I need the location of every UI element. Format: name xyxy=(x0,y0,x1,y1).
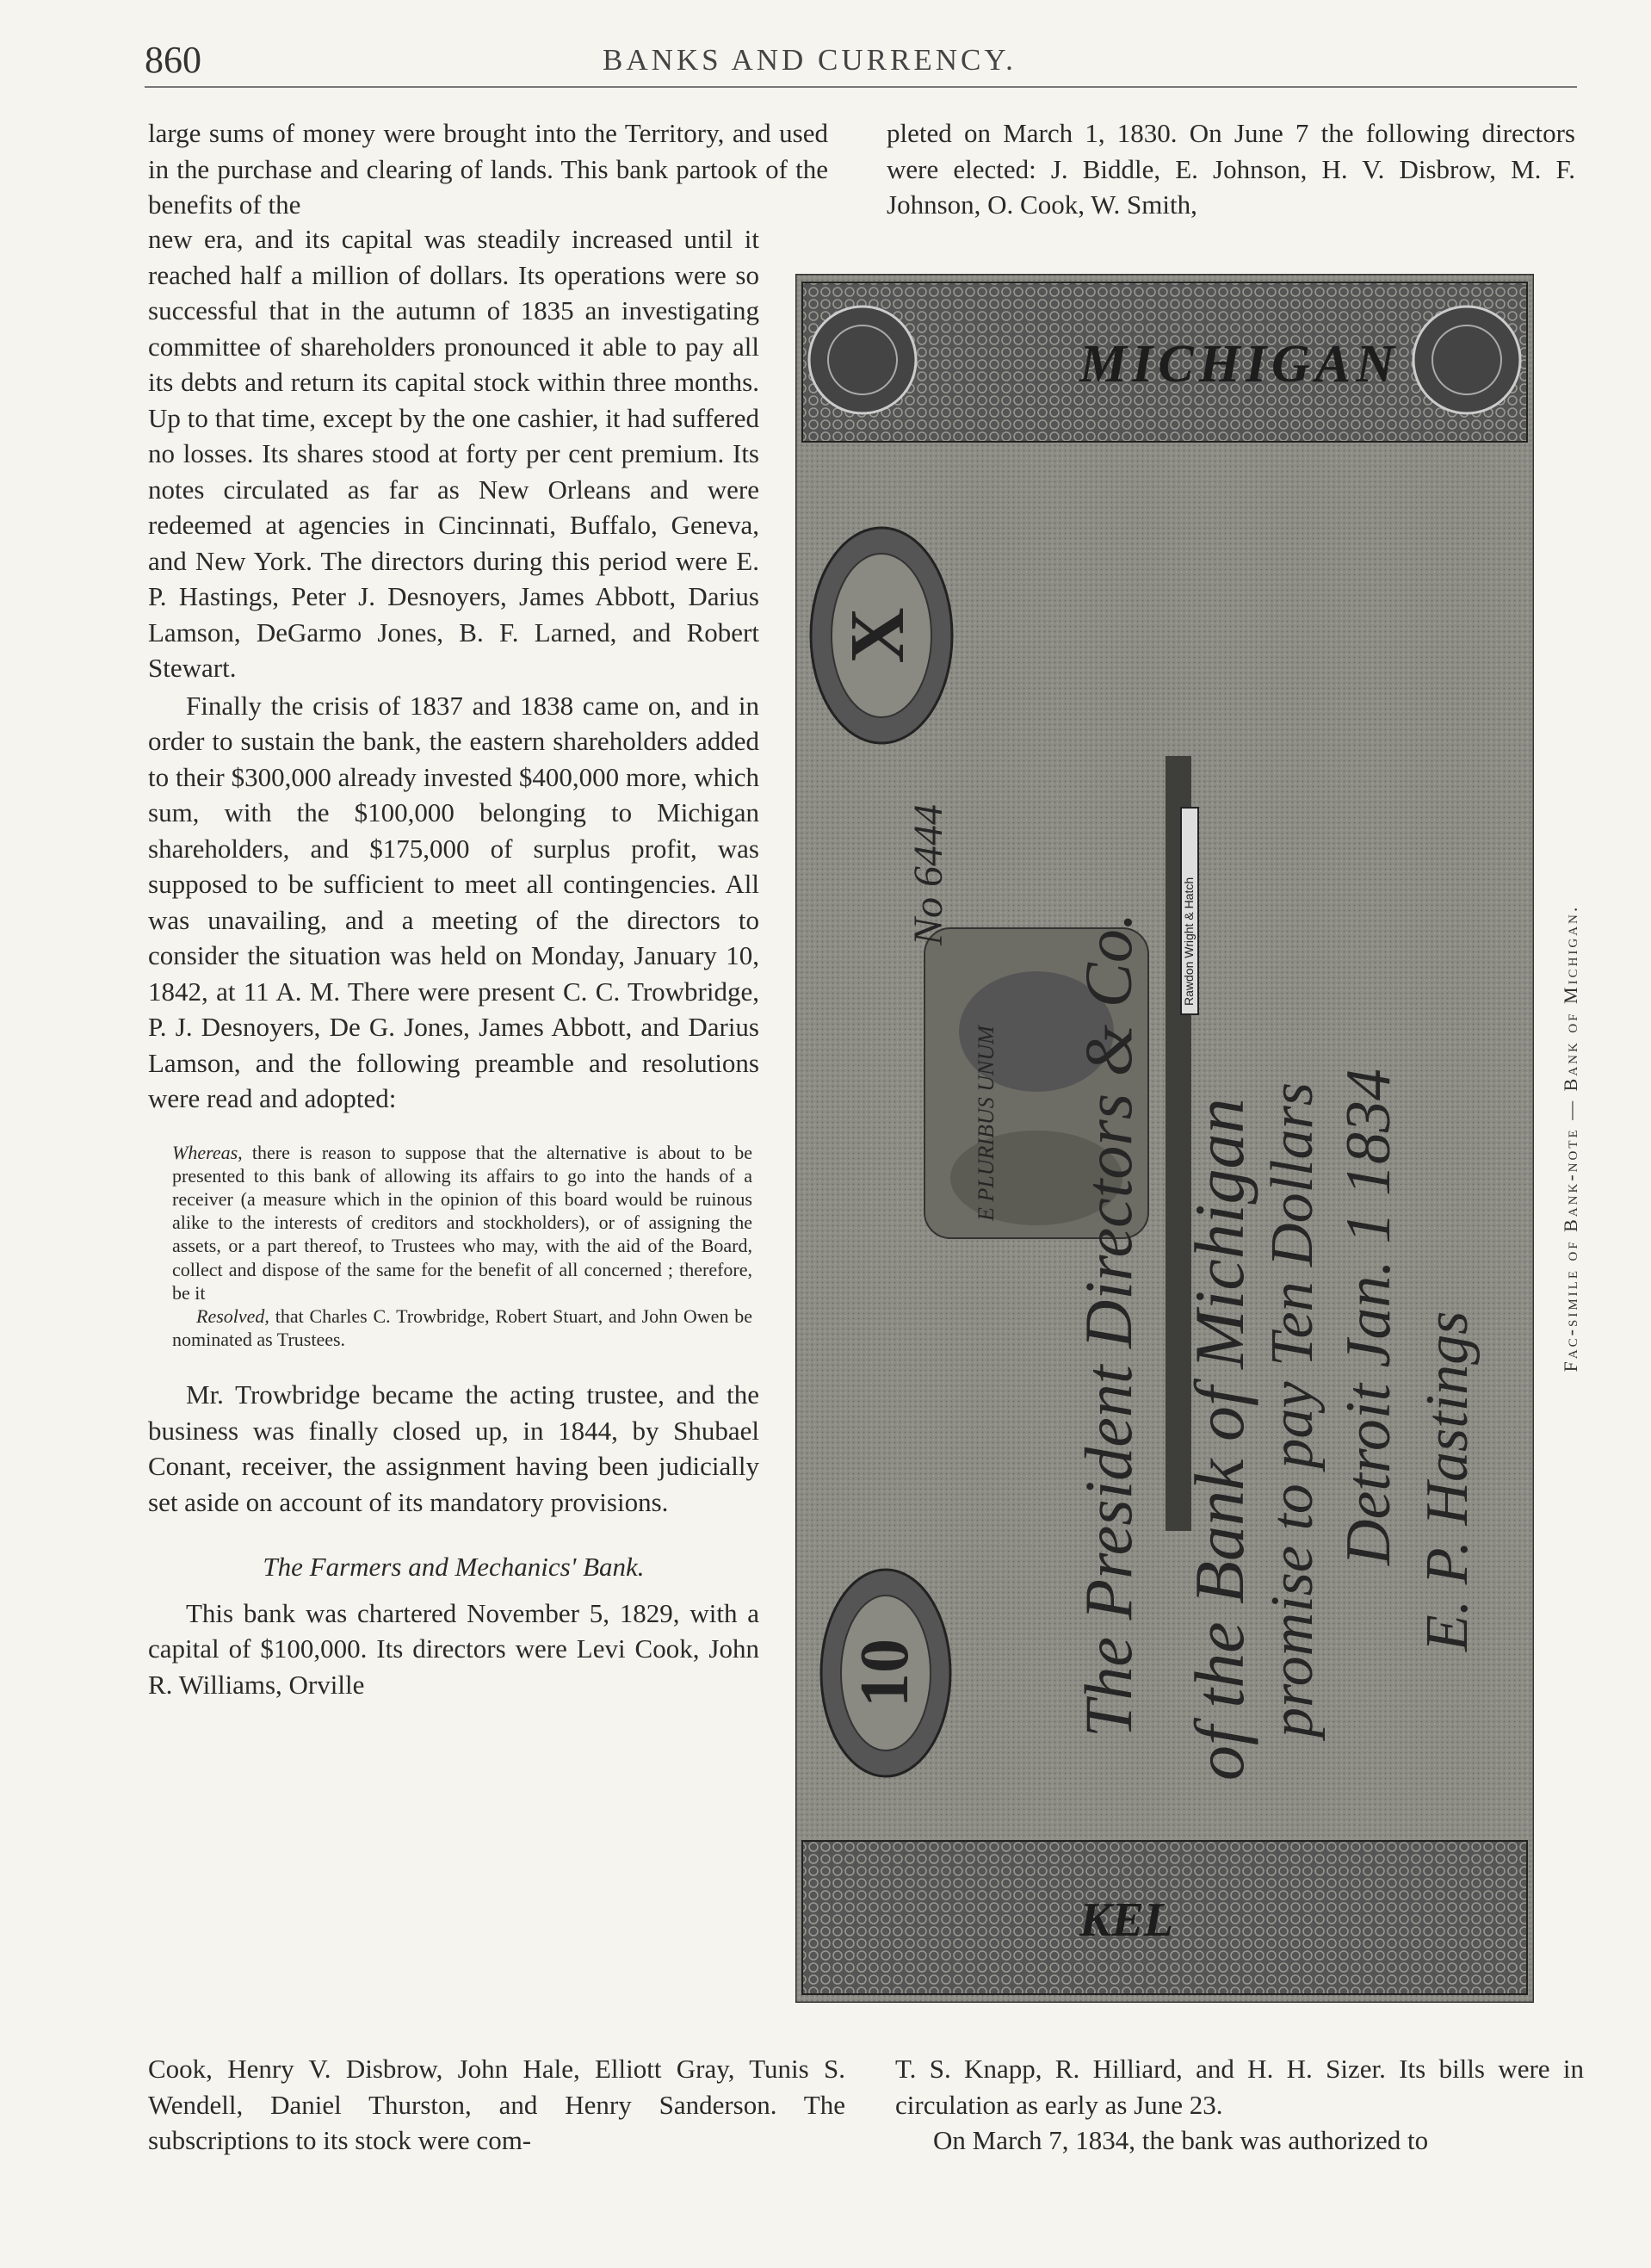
paragraph: T. S. Knapp, R. Hilliard, and H. H. Sizer. Its bills were in circulation as early as June 23. xyxy=(895,2054,1584,2120)
serial-number: No 6444 xyxy=(906,803,951,945)
whereas-clause xyxy=(172,1141,752,1304)
resolution-quote xyxy=(148,1141,759,1352)
engraver-imprint: Rawdon Wright & Hatch xyxy=(1182,877,1196,1006)
paragraph: large sums of money were brought into the Territory, and used in the purchase and clearing of lands. This bank partook of the benefits of the xyxy=(148,118,828,220)
paragraph: Mr. Trowbridge became the acting trustee, and the business was finally closed up, in 1844, by Shubael Conant, receiver, the assignment having been judicially set aside on account of its mandatory provisions. xyxy=(148,1379,759,1517)
left-column-closing xyxy=(148,2051,845,2159)
note-header-text: MICHIGAN xyxy=(1079,335,1400,393)
header-rule xyxy=(145,86,1577,88)
paragraph: Finally the crisis of 1837 and 1838 came on, and in order to sustain the bank, the eastern shareholders added to their $300,000 already invested $400,000 more, which sum, with the $100,000 belonging to Michigan shareholders, and $175,000 of surplus profit, was supposed to be sufficient to meet all contingencies. All was unavailing, and a meeting of the directors to consider the situation was held on Monday, January 10, 1842, at 11 A. M. There were present C. C. Trowbridge, P. J. Desnoyers, De G. Jones, James Abbott, and Darius Lamson, and the following preamble and resolutions were read and adopted: xyxy=(148,690,759,1113)
whereas-text: there is reason to suppose that the alternative is about to be presented to this bank of allowing its affairs to go into the hands of a receiver (a measure which in the opinion of this board would be ruinous alike to the interests of creditors and stockholders), or of assigning the assets, or a part thereof, to Trustees who may, with the aid of the Board, collect and dispose of the same for the benefit of all concerned ; therefore, be it xyxy=(172,1141,753,1304)
note-date: Detroit Jan. 1 1834 xyxy=(1333,1069,1404,1565)
right-column-opening xyxy=(887,115,1575,223)
resolved-text: that Charles C. Trowbridge, Robert Stuart, and John Owen be nominated as Trustees. xyxy=(172,1304,753,1351)
note-signature: E. P. Hastings xyxy=(1414,1311,1481,1651)
figure-caption-box xyxy=(1541,274,1601,2003)
running-title: BANKS AND CURRENCY. xyxy=(603,43,1017,77)
note-motto: E PLURIBUS UNUM xyxy=(974,1026,999,1221)
top-left-rosette xyxy=(809,307,916,413)
left-column-body xyxy=(148,221,759,1702)
figure-caption: Fac-simile of Bank-note — Bank of Michigan. xyxy=(1560,904,1581,1373)
paragraph: This bank was chartered November 5, 1829, with a capital of $100,000. Its directors were Levi Cook, John R. Williams, Orville xyxy=(148,1597,759,1700)
whereas-word: Whereas, xyxy=(172,1141,243,1163)
resolved-clause xyxy=(172,1304,752,1351)
paragraph: new era, and its capital was steadily increased until it reached half a million of dollars. Its operations were so successful that in the autumn of 1835 an investigating committee of shareholders pronounced it able to pay all its debts and return its capital stock within three months. Up to that time, except by the one cashier, it had suffered no losses. Its shares stood at forty per cent premium. Its notes circulated as far as New Orleans and were redeemed at agencies in Cincinnati, Buffalo, Geneva, and New York. The directors during this period were E. P. Hastings, Peter J. Desnoyers, James Abbott, Darius Lamson, DeGarmo Jones, B. F. Larned, and Robert Stewart. xyxy=(148,224,759,683)
section-subheading: The Farmers and Mechanics' Bank. xyxy=(263,1552,645,1583)
svg-text:promise to pay Ten Dollars: promise to pay Ten Dollars xyxy=(1259,1082,1326,1738)
page-number: 860 xyxy=(145,39,201,81)
svg-text:The President Directors & Co.: The President Directors & Co. xyxy=(1071,912,1146,1738)
paragraph: Cook, Henry V. Disbrow, John Hale, Elliott Gray, Tunis S. Wendell, Daniel Thurston, and Henry Sanderson. The subscriptions to its stock were com- xyxy=(148,2054,845,2155)
note-footer-text: KEL xyxy=(1079,1893,1173,1947)
left-column-opening xyxy=(148,115,837,223)
paragraph: pleted on March 1, 1830. On June 7 the following directors were elected: J. Biddle, E. Johnson, H. V. Disbrow, M. F. Johnson, O. Cook, W. Smith, xyxy=(887,118,1575,220)
denomination-10: 10 xyxy=(847,1639,923,1707)
banknote-facsimile xyxy=(795,274,1534,2003)
top-right-rosette xyxy=(1413,307,1520,413)
resolved-word: Resolved, xyxy=(196,1304,269,1327)
right-column-closing xyxy=(895,2051,1584,2159)
svg-text:of the Bank of Michigan: of the Bank of Michigan xyxy=(1180,1098,1258,1781)
paragraph: On March 7, 1834, the bank was authorized to xyxy=(933,2125,1429,2155)
denomination-x: X xyxy=(835,607,920,664)
